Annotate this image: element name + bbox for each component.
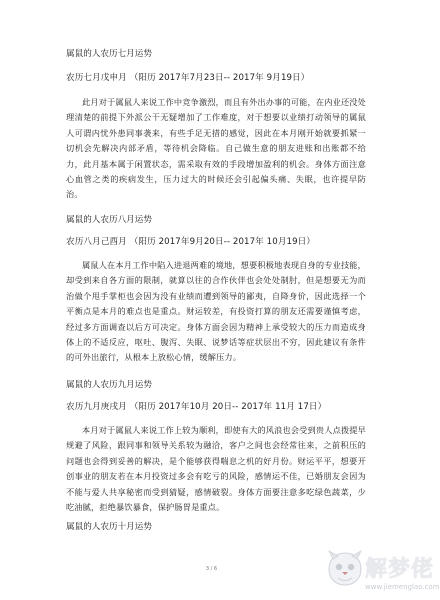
- section-heading-august: 属鼠的人农历八月运势: [66, 215, 152, 225]
- section-heading-september: 属鼠的人农历九月运势: [66, 380, 152, 390]
- watermark-logo-icon: [325, 548, 365, 588]
- page-number: 3 / 6: [205, 566, 218, 572]
- watermark-brand: 解梦佬: [365, 557, 435, 582]
- section-paragraph-september: 本月对于属鼠人来说工作上较为顺利，即使有大的风浪也会受到贵人点拨提早规避了风险，跟同事和领导关系较为融洽，客户之间也会经常往来，之前积压的问题也会得到妥善的解决，是个能够获得喘息之机的好月份。财运平平，想要开创事业的朋友若在本月投资过多会有吃亏的风险，感情运不佳，已婚朋友会因为不能与爱人共享秘密而受到猜疑，感情破裂。身体方面要注意多吃绿色蔬菜，少吃油腻，拒绝暴饮暴食，保护肠胃是重点。: [66, 425, 366, 513]
- watermark-url: www.jiemenglao.com: [365, 583, 440, 591]
- section-subheading-august: 农历八月己酉月 （阳历 2017年9月20日-- 2017年 10月19日）: [66, 237, 316, 247]
- section-heading-october: 属鼠的人农历十月运势: [66, 522, 152, 532]
- section-subheading-september: 农历九月庚戌月 （阳历 2017年10月 20日-- 2017年 11月 17日）: [66, 402, 327, 412]
- watermark: [325, 548, 440, 600]
- section-paragraph-july: 此月对于属鼠人来说工作中竞争激烈，而且有外出办事的可能，在内业还没处理清楚的前提下外派公干无疑增加了工作难度，对于想要以业绩打动领导的属鼠人可谓内忧外患同事袭来，有些手足无措的感觉，因此在本月刚开始就要抓紧一切机会先解决内部矛盾，等待机会降临。自己做生意的朋友进账和出账都不给力，此月基本属于闲置状态，需采取有效的手段增加盈利的机会。身体方面注意心血管之类的疾病发生，压力过大的时候还会引起偏头痛、失眠，也许提早防治。: [66, 97, 366, 200]
- section-paragraph-august: 属鼠人在本月工作中陷入进退两难的境地，想要积极地表现自身的专业技能，却受到来自各方面的限制，就算以往的合作伙伴也会处处制肘，但是想要无为而治做个甩手掌柜也会因为没有业绩而遭到领导的鄙夷，自降身价，因此选择一个平衡点是本月的难点也是重点。财运较差，有投资打算的朋友还需要谨慎考虑，经过多方面调查以后方可决定。身体方面会因为精神上承受较大的压力而造成身体上的不适反应，呕吐、腹泻、失眠、说梦话等症状层出不穷，因此建议有条件的可外出旅行，从根本上放松心情，缓解压力。: [66, 260, 366, 363]
- section-subheading-july: 农历七月戊申月 （阳历 2017年7月23日-- 2017年 9月19日）: [66, 73, 310, 83]
- section-heading-july: 属鼠的人农历七月运势: [66, 49, 152, 59]
